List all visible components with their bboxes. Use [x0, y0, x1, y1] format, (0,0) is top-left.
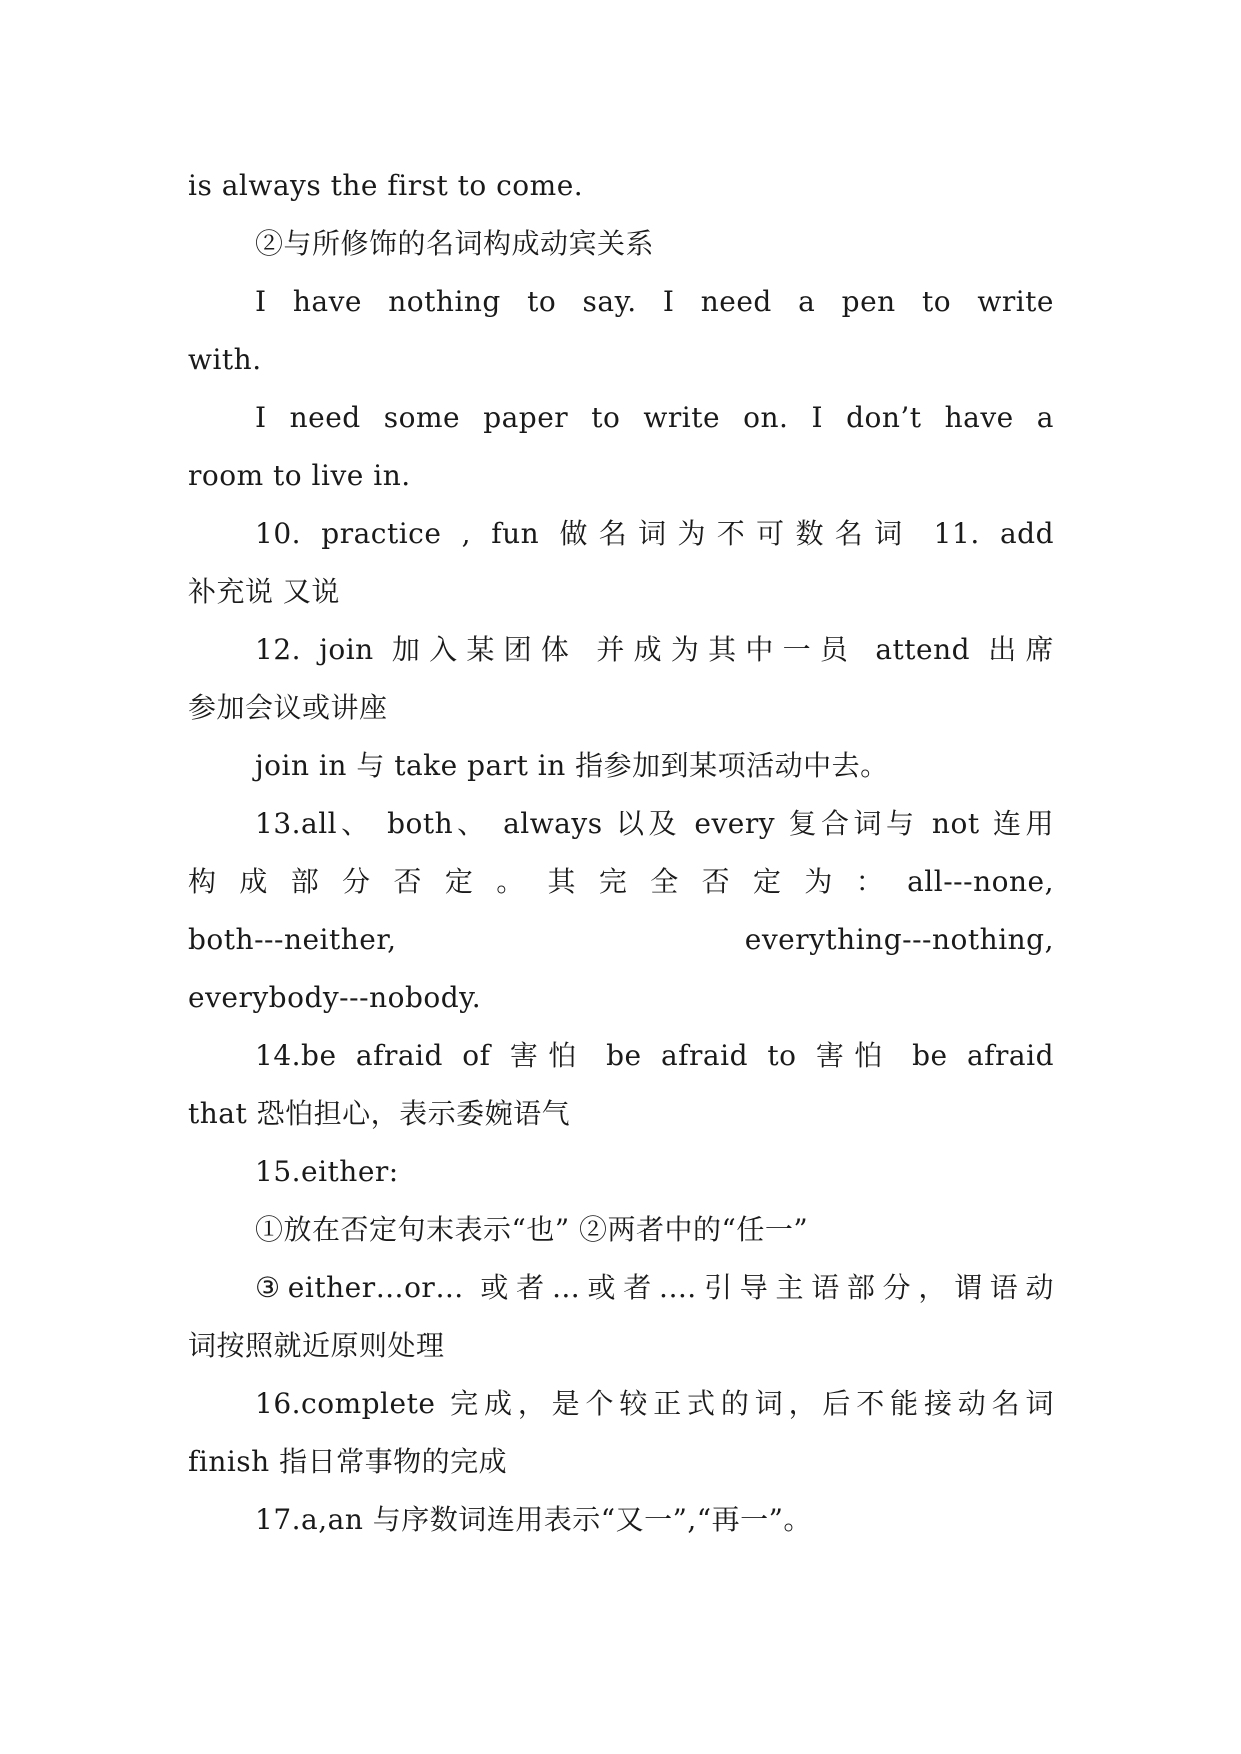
text-line: with. [188, 343, 262, 376]
text-line: room to live in. [188, 459, 411, 492]
text-line: 16.complete 完成，是个较正式的词，后不能接动名词 [255, 1387, 1054, 1420]
text-line: ③either…or… 或者…或者.…引导主语部分，谓语动 [255, 1271, 1054, 1304]
text-line: I have nothing to say. I need a pen to write [255, 285, 1054, 318]
text-line: everybody---nobody. [188, 981, 482, 1014]
text-line: ①放在否定句末表示“也” ②两者中的“任一” [255, 1213, 809, 1246]
text-line: I need some paper to write on. I don’t have a [255, 401, 1054, 434]
text-line: 参加会议或讲座 [188, 691, 388, 724]
text-line: both---neither, everything---nothing, [188, 923, 1054, 956]
text-line: finish 指日常事物的完成 [188, 1445, 508, 1478]
text-line: 12. join 加入某团体 并成为其中一员 attend 出席 [255, 633, 1054, 666]
text-line: 构 成 部 分 否 定 。 其 完 全 否 定 为 ： all---none, [188, 865, 1054, 898]
text-line: 15.either: [255, 1155, 399, 1188]
text-line: 14.be afraid of 害怕 be afraid to 害怕 be afraid [255, 1039, 1054, 1072]
text-line: 补充说 又说 [188, 575, 340, 608]
text-line: 13.all、 both、 always 以及 every 复合词与 not 连用 [255, 807, 1054, 840]
text-line: 词按照就近原则处理 [188, 1329, 445, 1362]
text-line: 10. practice , fun 做名词为不可数名词 11. add [255, 517, 1054, 550]
text-line: join in 与 take part in 指参加到某项活动中去。 [255, 749, 889, 782]
text-line: ②与所修饰的名词构成动宾关系 [255, 227, 655, 260]
text-line: that 恐怕担心，表示委婉语气 [188, 1097, 571, 1130]
text-line: 17.a,an 与序数词连用表示“又一”,“再一”。 [255, 1503, 812, 1536]
text-line: is always the first to come. [188, 169, 584, 202]
